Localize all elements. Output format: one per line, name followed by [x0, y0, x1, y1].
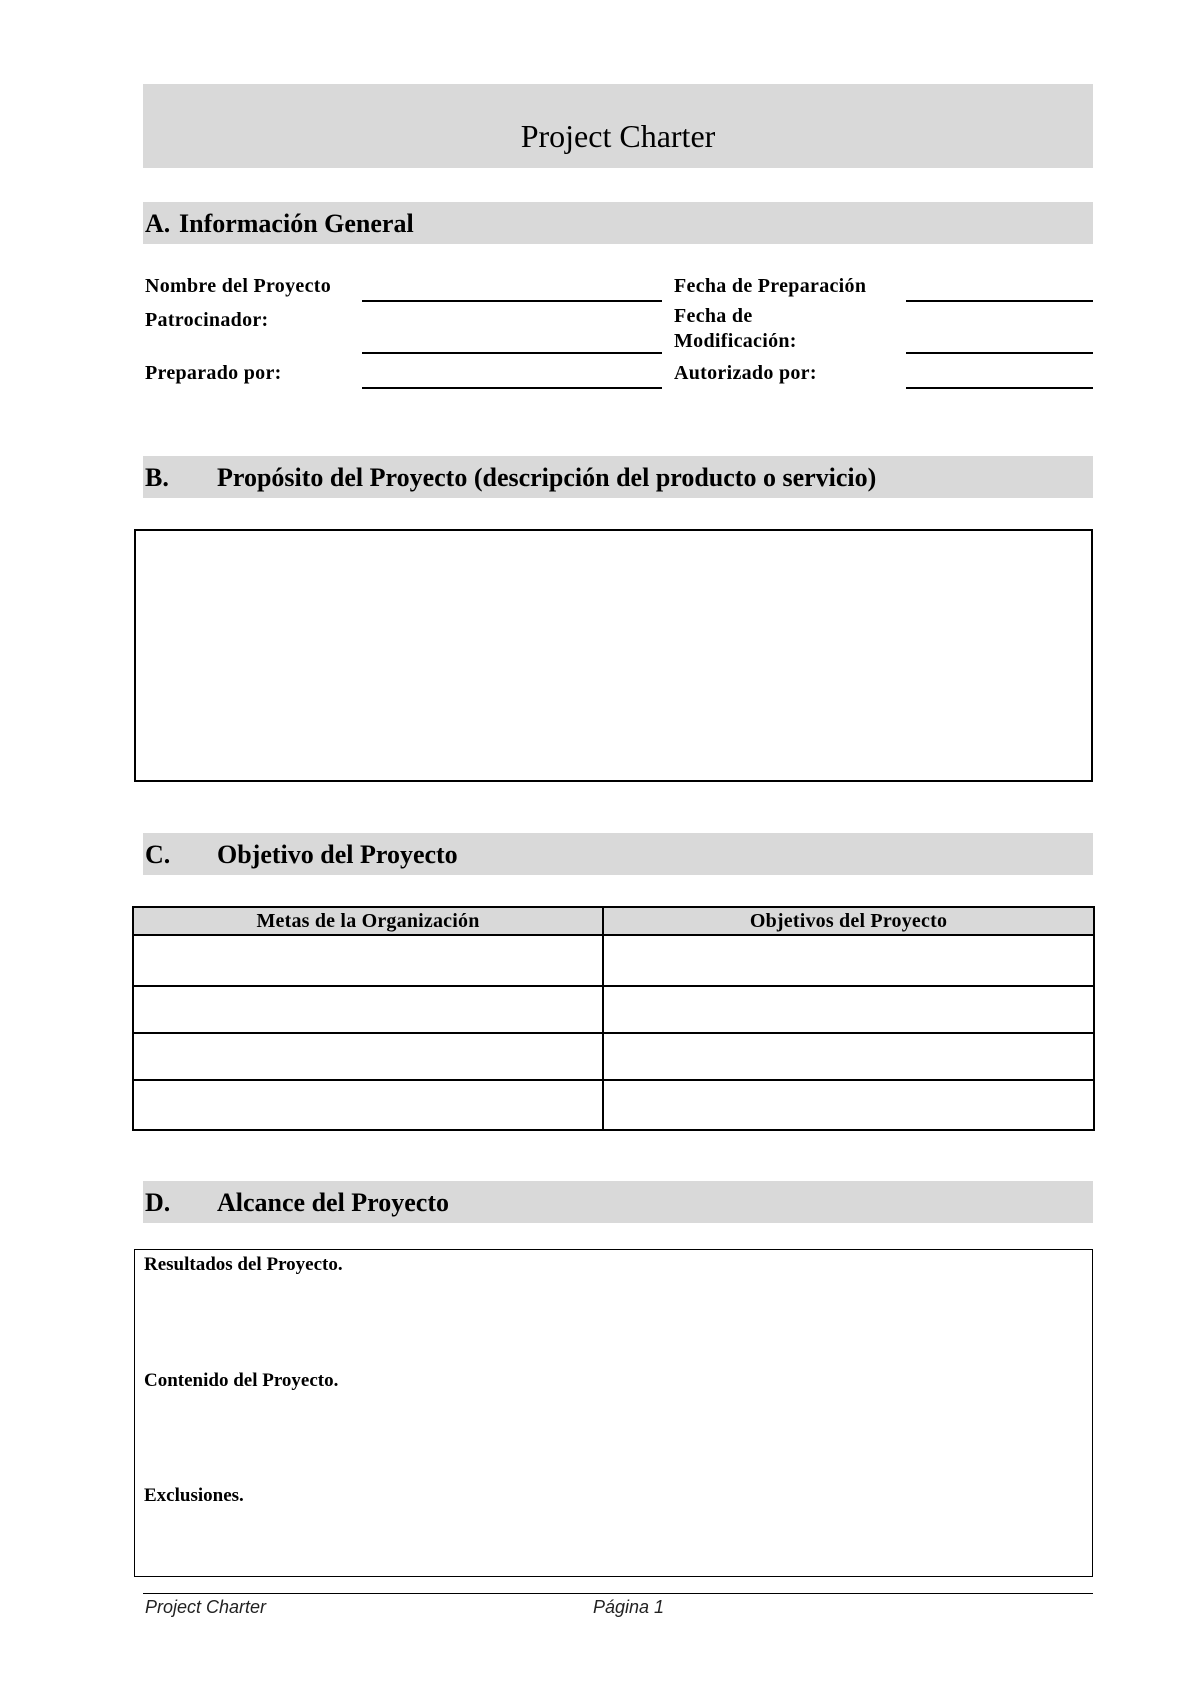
section-c-title: Objetivo del Proyecto: [217, 840, 458, 869]
section-b-title: Propósito del Proyecto (descripción del producto o servicio): [217, 463, 877, 492]
objectives-table: [132, 906, 1095, 1131]
project-objective-cell[interactable]: [603, 1033, 1094, 1080]
section-a-title: Información General: [179, 209, 414, 238]
footer-divider: [143, 1593, 1093, 1594]
section-d-title: Alcance del Proyecto: [217, 1188, 449, 1217]
prepared-by-label: Preparado por:: [145, 362, 282, 384]
project-name-field[interactable]: [362, 300, 662, 302]
objectives-table-header-row: [133, 907, 1094, 935]
scope-box[interactable]: [134, 1249, 1093, 1577]
org-goal-cell[interactable]: [133, 1080, 603, 1130]
org-goal-cell[interactable]: [133, 986, 603, 1033]
section-a-header: [143, 202, 1093, 244]
title-banner: [143, 84, 1093, 168]
section-b-header: [143, 456, 1093, 498]
header-project-objectives: Objetivos del Proyecto: [603, 907, 1094, 935]
section-c-header: [143, 833, 1093, 875]
header-org-goals: Metas de la Organización: [133, 907, 603, 935]
prep-date-field[interactable]: [906, 300, 1093, 302]
project-objective-cell[interactable]: [603, 986, 1094, 1033]
sponsor-label: Patrocinador:: [145, 309, 269, 331]
mod-date-field[interactable]: [906, 352, 1093, 354]
purpose-textarea[interactable]: [134, 529, 1093, 782]
project-objective-cell[interactable]: [603, 1080, 1094, 1130]
footer-page-number: Página 1: [593, 1597, 665, 1617]
results-label: Resultados del Proyecto.: [144, 1254, 343, 1275]
prep-date-label: Fecha de Preparación: [674, 275, 867, 297]
page-title: Project Charter: [520, 118, 716, 154]
authorized-by-label: Autorizado por:: [674, 362, 817, 384]
exclusions-label: Exclusiones.: [144, 1485, 244, 1506]
mod-date-label-line2: Modificación:: [674, 330, 797, 352]
section-a-letter: A.: [145, 209, 171, 238]
project-objective-cell[interactable]: [603, 935, 1094, 986]
org-goal-cell[interactable]: [133, 935, 603, 986]
section-c-letter: C.: [145, 840, 171, 869]
org-goal-cell[interactable]: [133, 1033, 603, 1080]
authorized-by-field[interactable]: [906, 387, 1093, 389]
project-name-label: Nombre del Proyecto: [145, 275, 332, 297]
sponsor-field[interactable]: [362, 352, 662, 354]
footer-doc-title: Project Charter: [145, 1597, 267, 1617]
prepared-by-field[interactable]: [362, 387, 662, 389]
section-d-header: [143, 1181, 1093, 1223]
table-row: [133, 1033, 1094, 1080]
section-d-letter: D.: [145, 1188, 171, 1217]
content-label: Contenido del Proyecto.: [144, 1370, 339, 1391]
table-row: [133, 986, 1094, 1033]
section-b-letter: B.: [145, 463, 169, 492]
table-row: [133, 1080, 1094, 1130]
mod-date-label-line1: Fecha de: [674, 305, 753, 327]
table-row: [133, 935, 1094, 986]
